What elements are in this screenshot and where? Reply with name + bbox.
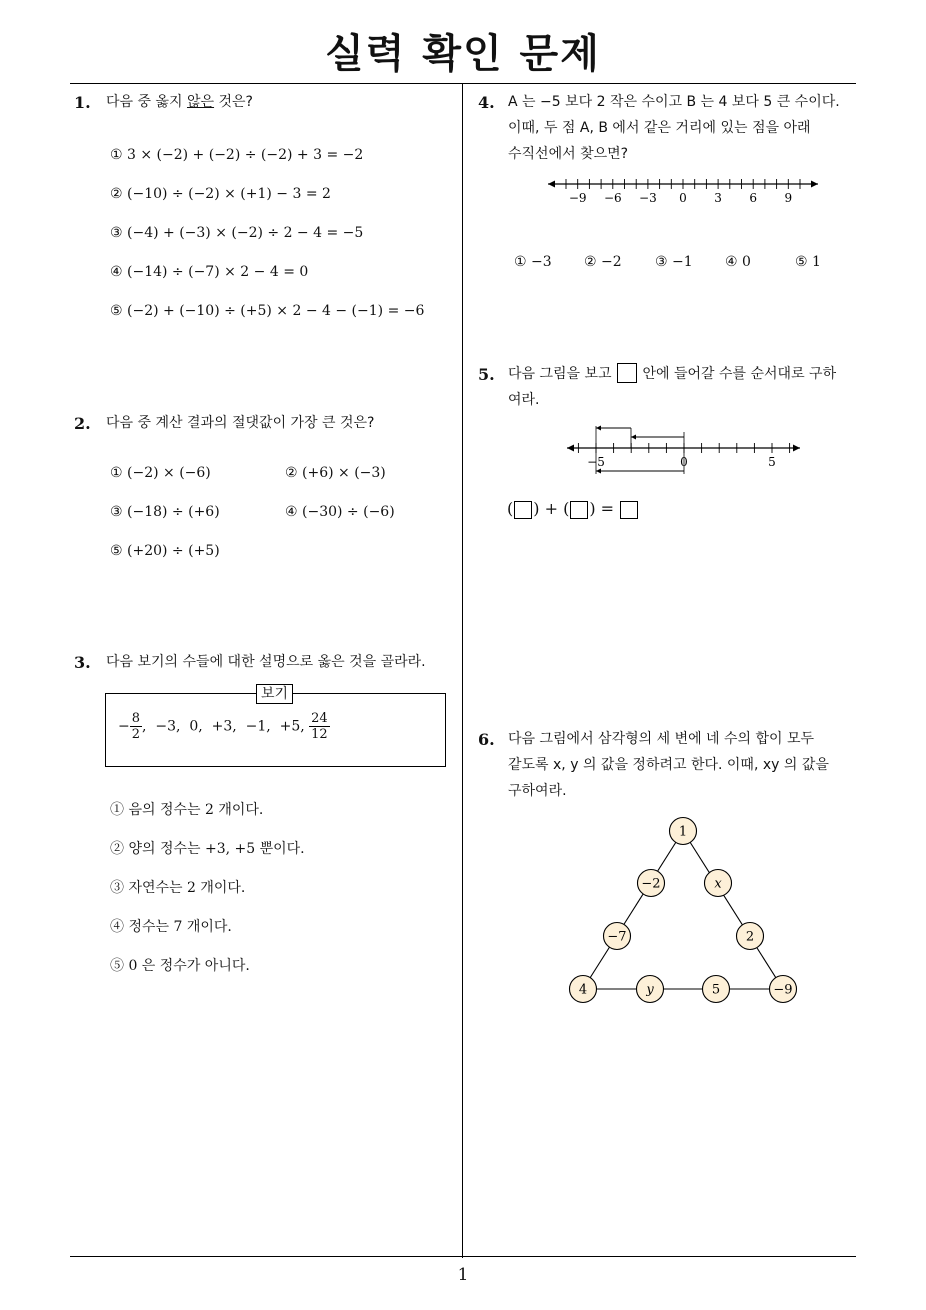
q2-option[interactable]: ⑤ (+20) ÷ (+5) — [110, 543, 220, 559]
q5-text — [508, 361, 836, 387]
q4-option[interactable]: ② −2 — [584, 254, 622, 270]
q2-number: 2. — [74, 414, 91, 433]
q6-node-label: −7 — [607, 929, 627, 945]
q2-option[interactable]: ③ (−18) ÷ (+6) — [110, 504, 220, 520]
top-rule — [70, 83, 856, 84]
q6-line: 구하여라. — [508, 783, 567, 799]
q3-number: 3. — [74, 653, 91, 672]
q6-node-label: 4 — [578, 982, 588, 998]
q6-triangle-edge — [583, 831, 683, 989]
bogi-fraction-1 — [130, 711, 142, 742]
q4-line: A 는 −5 보다 2 작은 수이고 B 는 4 보다 5 큰 수이다. — [508, 94, 840, 110]
bogi-fraction-2-num: 24 — [311, 711, 328, 726]
q6-node-label: 2 — [745, 929, 755, 945]
q4-option[interactable]: ⑤ 1 — [795, 254, 821, 270]
q1-text-underline: 않은 — [186, 94, 215, 110]
bogi-neg-sign: − — [118, 718, 130, 735]
q4-tick-label: 3 — [714, 191, 722, 205]
q3-option[interactable]: ④ 정수는 7 개이다. — [110, 919, 232, 935]
q4-arrow-right — [811, 181, 818, 188]
q4-tick-label: −3 — [639, 191, 657, 205]
q6-node-label: −2 — [641, 876, 661, 892]
q5-tick-label: −5 — [587, 455, 605, 469]
q2-option[interactable]: ④ (−30) ÷ (−6) — [285, 504, 395, 520]
q1-option[interactable]: ④ (−14) ÷ (−7) × 2 − 4 = 0 — [110, 264, 309, 280]
page-number: 1 — [457, 1265, 469, 1285]
q6-line: 같도록 x, y 의 값을 정하려고 한다. 이때, xy 의 값을 — [508, 757, 829, 773]
q5-box-2 — [570, 501, 588, 519]
q6-node-label: −9 — [773, 982, 793, 998]
q6-node-label: y — [646, 982, 654, 998]
q5-box-3 — [620, 501, 638, 519]
q4-tick-label: 6 — [749, 191, 758, 205]
q4-option[interactable]: ① −3 — [514, 254, 552, 270]
q1-text-after: 것은? — [214, 94, 253, 110]
q4-tick-label: 9 — [784, 191, 793, 205]
q3-option[interactable]: ② 양의 정수는 +3, +5 뿐이다. — [110, 841, 305, 857]
q5-number-line — [562, 418, 806, 480]
q1-option[interactable]: ③ (−4) + (−3) × (−2) ÷ 2 − 4 = −5 — [110, 225, 364, 241]
q5-text-a: 다음 그림을 보고 — [508, 366, 612, 382]
page-title: 실력 확인 문제 — [325, 31, 601, 77]
q6-node-label: x — [714, 876, 722, 892]
q5-tick-label: 5 — [768, 455, 776, 469]
q4-number-line — [540, 172, 830, 210]
q5-text-c: 여라. — [508, 392, 540, 408]
bogi-fraction-2-den: 12 — [311, 727, 328, 742]
bogi-fraction-1-num: 8 — [131, 711, 141, 726]
bogi-fraction-1-den: 2 — [131, 727, 141, 742]
q5-equation: ( ) + ( ) = — [507, 499, 639, 519]
q4-line: 수직선에서 찾으면? — [508, 146, 629, 162]
q2-option[interactable]: ② (+6) × (−3) — [285, 465, 386, 481]
q5-number: 5. — [478, 365, 495, 384]
q6-triangle-edge — [683, 831, 783, 989]
q1-option[interactable]: ① 3 × (−2) + (−2) ÷ (−2) + 3 = −2 — [110, 147, 364, 163]
q1-option[interactable]: ② (−10) ÷ (−2) × (+1) − 3 = 2 — [110, 186, 331, 202]
bogi-fraction-2 — [309, 711, 330, 742]
bogi-label: 보기 — [256, 684, 293, 704]
q5-equals: = — [600, 499, 615, 518]
column-divider — [462, 83, 463, 1258]
bottom-rule — [70, 1256, 856, 1257]
q4-arrow-left — [548, 181, 555, 188]
q3-option[interactable]: ③ 자연수는 2 개이다. — [110, 880, 246, 896]
q5-arrow-left — [567, 445, 574, 452]
q6-triangle-diagram — [560, 810, 810, 1010]
q5-arrow-1-head — [596, 426, 601, 431]
q5-arrow-3-head — [596, 469, 601, 474]
q5-tick-label: 0 — [680, 455, 688, 469]
q5-plus: + — [544, 499, 558, 518]
q2-option[interactable]: ① (−2) × (−6) — [110, 465, 211, 481]
q3-option[interactable]: ① 음의 정수는 2 개이다. — [110, 802, 264, 818]
q4-tick-label: 0 — [679, 191, 687, 205]
q6-node-label: 5 — [711, 982, 721, 998]
q4-line: 이때, 두 점 A, B 에서 같은 거리에 있는 점을 아래 — [508, 120, 811, 136]
q4-tick-label: −6 — [603, 191, 622, 205]
q5-box-1 — [514, 501, 532, 519]
q4-option[interactable]: ④ 0 — [725, 254, 751, 270]
q5-blank-box — [617, 363, 637, 383]
q2-text: 다음 중 계산 결과의 절댓값이 가장 큰 것은? — [106, 415, 375, 431]
bogi-numbers — [118, 711, 330, 742]
q3-option[interactable]: ⑤ 0 은 정수가 아니다. — [110, 958, 250, 974]
q6-node-label: 1 — [678, 824, 688, 840]
bogi-middle: , −3, 0, +3, −1, +5, — [142, 718, 305, 735]
q5-arrow-right — [793, 445, 800, 452]
q4-tick-label: −9 — [568, 191, 587, 205]
q4-number: 4. — [478, 93, 495, 112]
q6-number: 6. — [478, 730, 495, 749]
q1-option[interactable]: ⑤ (−2) + (−10) ÷ (+5) × 2 − 4 − (−1) = −6 — [110, 303, 425, 319]
q1-number: 1. — [74, 93, 91, 112]
q5-text-b: 안에 들어갈 수를 순서대로 구하 — [642, 366, 837, 382]
q6-line: 다음 그림에서 삼각형의 세 변에 네 수의 합이 모두 — [508, 731, 815, 747]
q4-option[interactable]: ③ −1 — [655, 254, 693, 270]
q1-text-before: 다음 중 옳지 — [106, 94, 187, 110]
q3-text: 다음 보기의 수들에 대한 설명으로 옳은 것을 골라라. — [106, 654, 426, 670]
q5-arrow-2-head — [631, 435, 636, 440]
q1-text — [106, 89, 253, 115]
